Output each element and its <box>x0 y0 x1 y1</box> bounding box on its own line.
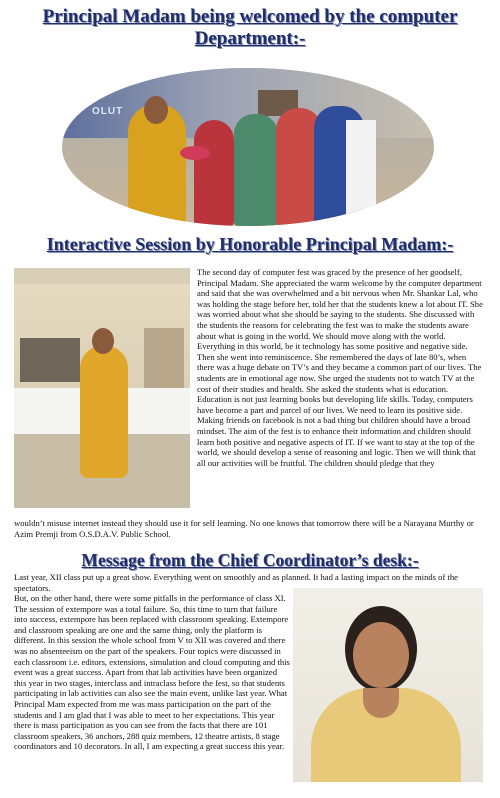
white-dupatta <box>346 120 376 226</box>
person-2 <box>194 120 234 226</box>
ceiling <box>14 268 190 284</box>
principal-head <box>92 328 114 354</box>
principal-figure <box>80 346 128 478</box>
welcome-heading: Principal Madam being welcomed by the computer Department:- <box>42 6 458 49</box>
chief-coordinator-photo <box>293 588 483 782</box>
principal-speaking-photo <box>14 268 190 508</box>
person-3 <box>234 114 278 226</box>
interactive-heading: Interactive Session by Honorable Principal Madam:- <box>46 234 454 254</box>
welcome-photo <box>62 68 434 226</box>
person-head <box>144 96 168 124</box>
screen-text: OLUT <box>92 106 124 117</box>
audience-left <box>20 338 80 382</box>
coordinator-face <box>353 622 409 688</box>
flower-bouquet <box>180 146 210 160</box>
message-text-intro: Last year, XII class put up a great show. Everything went on smoothly and as planned. It had a lasting impact on the minds of the spectators. <box>14 572 458 593</box>
interactive-session-text-continued: wouldn’t misuse internet instead they should use it for self learning. No one knows that tomorrow there will be a Narayana Murthy or Azim Premji from O.S.D.A.V. Public School. <box>14 518 474 539</box>
interactive-session-text: The second day of computer fest was graced by the presence of her goodself, Principal Madam. She appreciated the warm welcome by the computer department and said that she was overwhelmed and a bit nervous when Mr. Shankar Lal, who was holding the stage before her, told her that the students knew a lot about IT. She was worried about what she should be saying to the students. She discussed with the students the reasons for celebrating the fest was to make the students aware about what is going in the world. We should move along with the world. Everything in this world, be it technology has some positive and negative side. Then she went into reminiscence. She remembered the days of late 80’s, when there was a huge debate on TV’s and they became a common part of our lives. The students are in emotional age now. She urged the students not to watch TV at the cost of their studies and health. She asked the students what is education. Education is not just learning books but developing life skills. Today, computers have become a part and parcel of our lives. We need to learn its positive side. Making friends on facebook is not a bad thing but children should have a broad mindset. The aim of the fest is to enhance their information and children should learn both positive and negative aspects of IT. If we want to stay at the top of the world, we should develop a sense of reasoning and logic. Then we will think that all our activities will be fruitful. The children should pledge that they <box>197 267 483 468</box>
message-heading: Message from the Chief Coordinator’s desk:- <box>81 550 419 570</box>
message-text-body: But, on the other hand, there were some pitfalls in the performance of class XI. The session of extempore was a total failure. So, this time to turn that failure into success, extempore has been replaced with classroom speaking. Extempore and classroom speaking are one and the same thing, only the platform is different. In this session the whole school from V to XII was covered and there was no absenteeism on the part of the speakers. Four topics were discussed in each classroom i.e. editors, extensions, simulation and cloud computing and this event was a great success. Apart from that lab activities have been organized this year in two stages, interclass and intraclass before the fest, so that students participating in lab activities can also see the main event, unlike last year. What Principal Mam expected from me was mass participation on the part of the students and I am glad that I was able to meet to her expectations. This year there is mass participation as you can see from the facts that there are 101 classroom speakers, 36 anchors, 288 quiz members, 12 theatre artists, 8 stage coordinators and 10 decorators. In all, I am expecting a great success this year. <box>14 593 290 752</box>
